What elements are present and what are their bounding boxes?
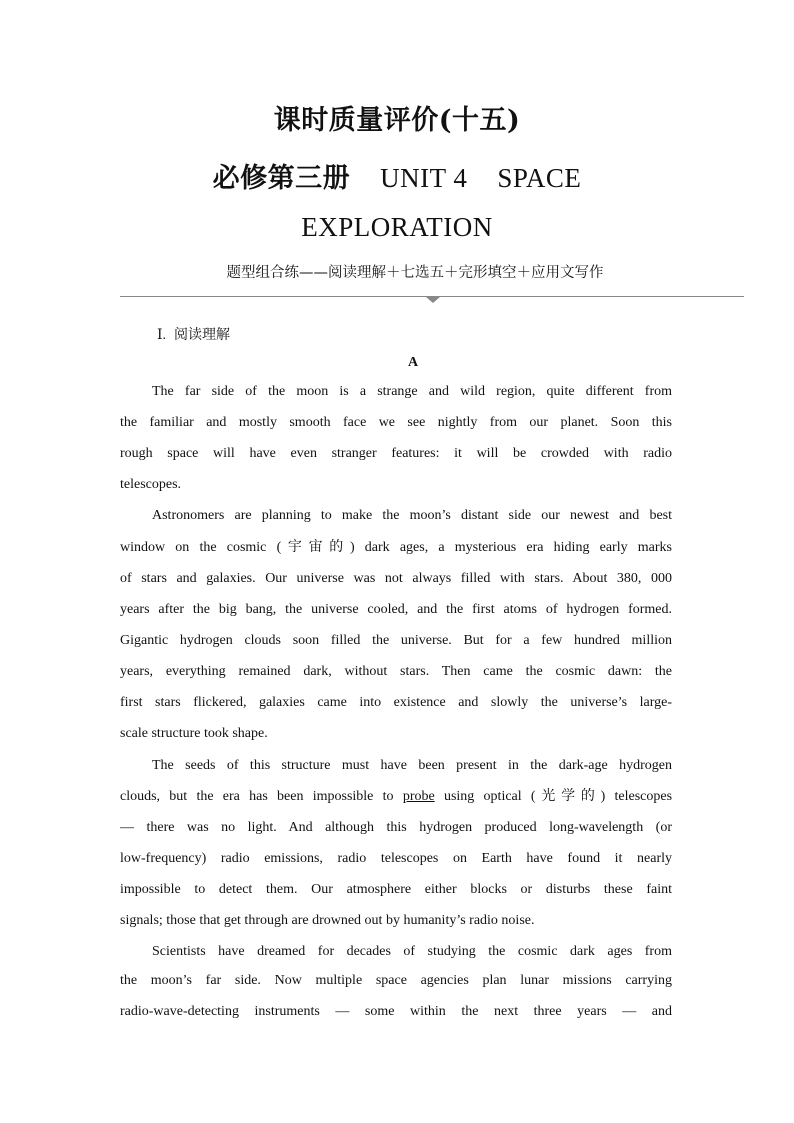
- unit-title: [0, 156, 794, 195]
- unit-name-part1: SPACE: [497, 163, 582, 193]
- paragraph-line: [120, 787, 672, 807]
- section-numeral: Ⅰ.: [157, 328, 167, 343]
- exercise-subtitle: 题型组合练——阅读理解＋七选五＋完形填空＋应用文写作: [226, 265, 604, 281]
- page-title: 课时质量评价(十五): [273, 105, 521, 136]
- paragraph-line: radio-wave-detecting instruments — some within the next three years — and: [120, 1004, 672, 1019]
- underlined-word: probe: [402, 789, 435, 804]
- paragraph-line: impossible to detect them. Our atmosphere either blocks or disturbs these faint: [120, 882, 672, 897]
- unit-number: UNIT 4: [380, 163, 468, 193]
- passage-label: A: [407, 355, 419, 370]
- paragraph-line: signals; those that get through are drowned out by humanity’s radio noise.: [120, 913, 535, 928]
- paragraph-line: rough space will have even stranger features: it will be crowded with radio: [120, 446, 672, 461]
- paragraph-line: The far side of the moon is a strange and wild region, quite different from: [152, 384, 672, 399]
- section-title: 阅读理解: [174, 327, 231, 343]
- paragraph-line: low-frequency) radio emissions, radio telescopes on Earth have found it nearly: [120, 851, 672, 866]
- unit-name-part2: EXPLORATION: [301, 212, 493, 242]
- paragraph-line: of stars and galaxies. Our universe was not always filled with stars. About 380, 000: [120, 571, 672, 586]
- section-heading: [157, 324, 230, 344]
- line-segment: clouds, but the era has been impossible to: [120, 789, 394, 804]
- paragraph-line: Scientists have dreamed for decades of studying the cosmic dark ages from: [152, 944, 672, 959]
- paragraph-line: — there was no light. And although this hydrogen produced long-wavelength (or: [120, 820, 672, 835]
- paragraph-line: years after the big bang, the universe cooled, and the first atoms of hydrogen formed.: [120, 602, 672, 617]
- paragraph-line: the familiar and mostly smooth face we see nightly from our planet. Soon this: [120, 415, 672, 430]
- paragraph-line: first stars flickered, galaxies came into existence and slowly the universe’s large-: [120, 695, 672, 710]
- paragraph-line: The seeds of this structure must have been present in the dark-age hydrogen: [152, 758, 672, 773]
- paragraph-line: Astronomers are planning to make the moon’s distant side our newest and best: [152, 508, 672, 523]
- paragraph-line: window on the cosmic (宇宙的) dark ages, a mysterious era hiding early marks: [120, 540, 672, 555]
- divider-triangle-icon: [426, 297, 440, 303]
- line-segment: using optical (光学的) telescopes: [443, 789, 672, 804]
- paragraph-line: years, everything remained dark, without stars. Then came the cosmic dawn: the: [120, 664, 672, 679]
- paragraph-line: scale structure took shape.: [120, 726, 268, 741]
- paragraph-line: Gigantic hydrogen clouds soon filled the universe. But for a few hundred million: [120, 633, 672, 648]
- paragraph-line: telescopes.: [120, 477, 182, 492]
- paragraph-line: the moon’s far side. Now multiple space agencies plan lunar missions carrying: [120, 973, 672, 988]
- unit-title-cn: 必修第三册: [212, 163, 351, 194]
